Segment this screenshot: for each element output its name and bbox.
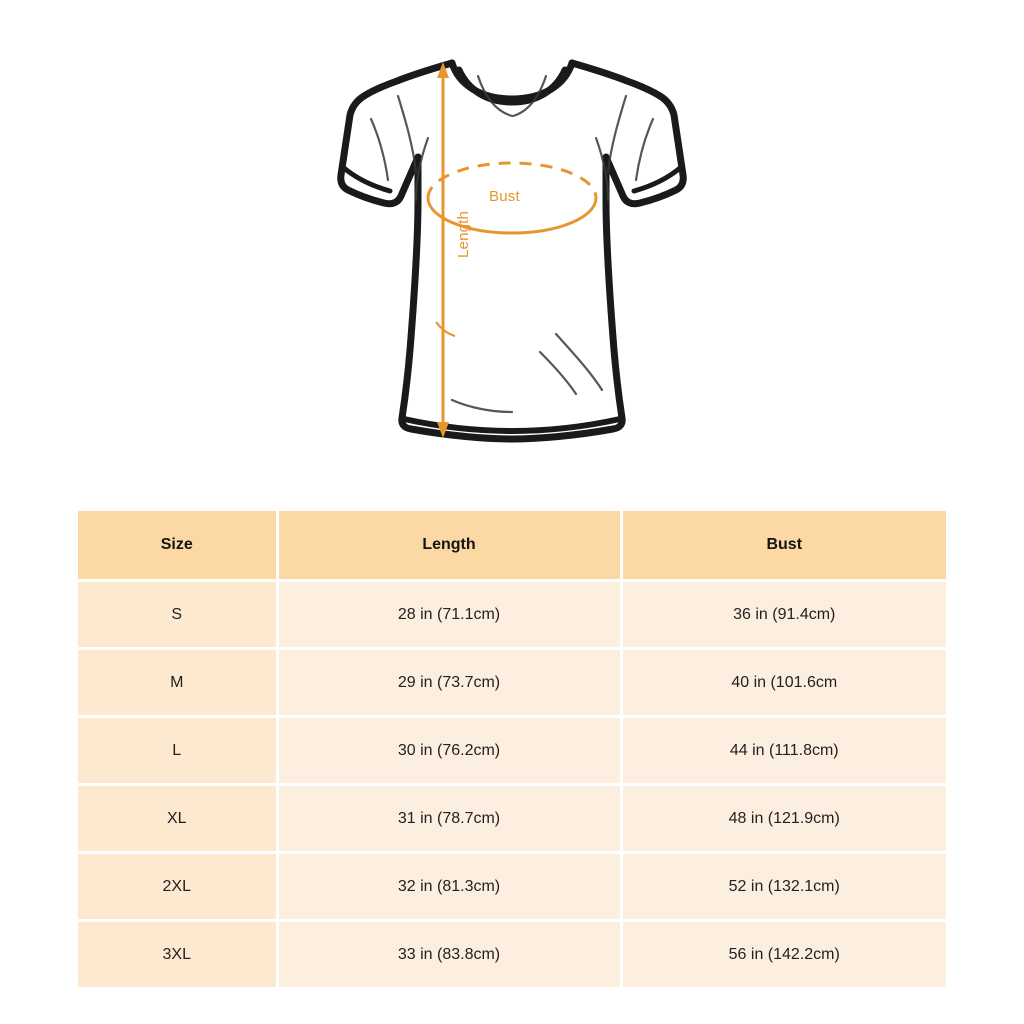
cell-bust: 36 in (91.4cm) [621,581,946,649]
table-body [78,581,946,988]
bust-label: Bust [489,188,520,205]
column-header-bust: Bust [621,511,946,581]
table-row [78,921,946,988]
table-row [78,717,946,785]
cell-length: 32 in (81.3cm) [277,853,621,921]
cell-bust: 56 in (142.2cm) [621,921,946,988]
cell-bust: 44 in (111.8cm) [621,717,946,785]
table-row [78,853,946,921]
cell-length: 30 in (76.2cm) [277,717,621,785]
size-chart-table [78,511,946,987]
column-header-length: Length [277,511,621,581]
shirt-illustration [0,0,1024,480]
length-label: Length [455,210,472,258]
cell-length: 33 in (83.8cm) [277,921,621,988]
cell-size: L [78,717,277,785]
table-row [78,581,946,649]
cell-size: M [78,649,277,717]
cell-bust: 40 in (101.6cm [621,649,946,717]
cell-length: 28 in (71.1cm) [277,581,621,649]
cell-length: 29 in (73.7cm) [277,649,621,717]
cell-bust: 52 in (132.1cm) [621,853,946,921]
table-header [78,511,946,581]
size-chart-container [78,511,946,987]
table-row [78,785,946,853]
cell-size: 3XL [78,921,277,988]
shirt-diagram [0,0,1024,480]
table-header-row [78,511,946,581]
cell-length: 31 in (78.7cm) [277,785,621,853]
cell-bust: 48 in (121.9cm) [621,785,946,853]
cell-size: S [78,581,277,649]
table-row [78,649,946,717]
column-header-size: Size [78,511,277,581]
cell-size: XL [78,785,277,853]
cell-size: 2XL [78,853,277,921]
